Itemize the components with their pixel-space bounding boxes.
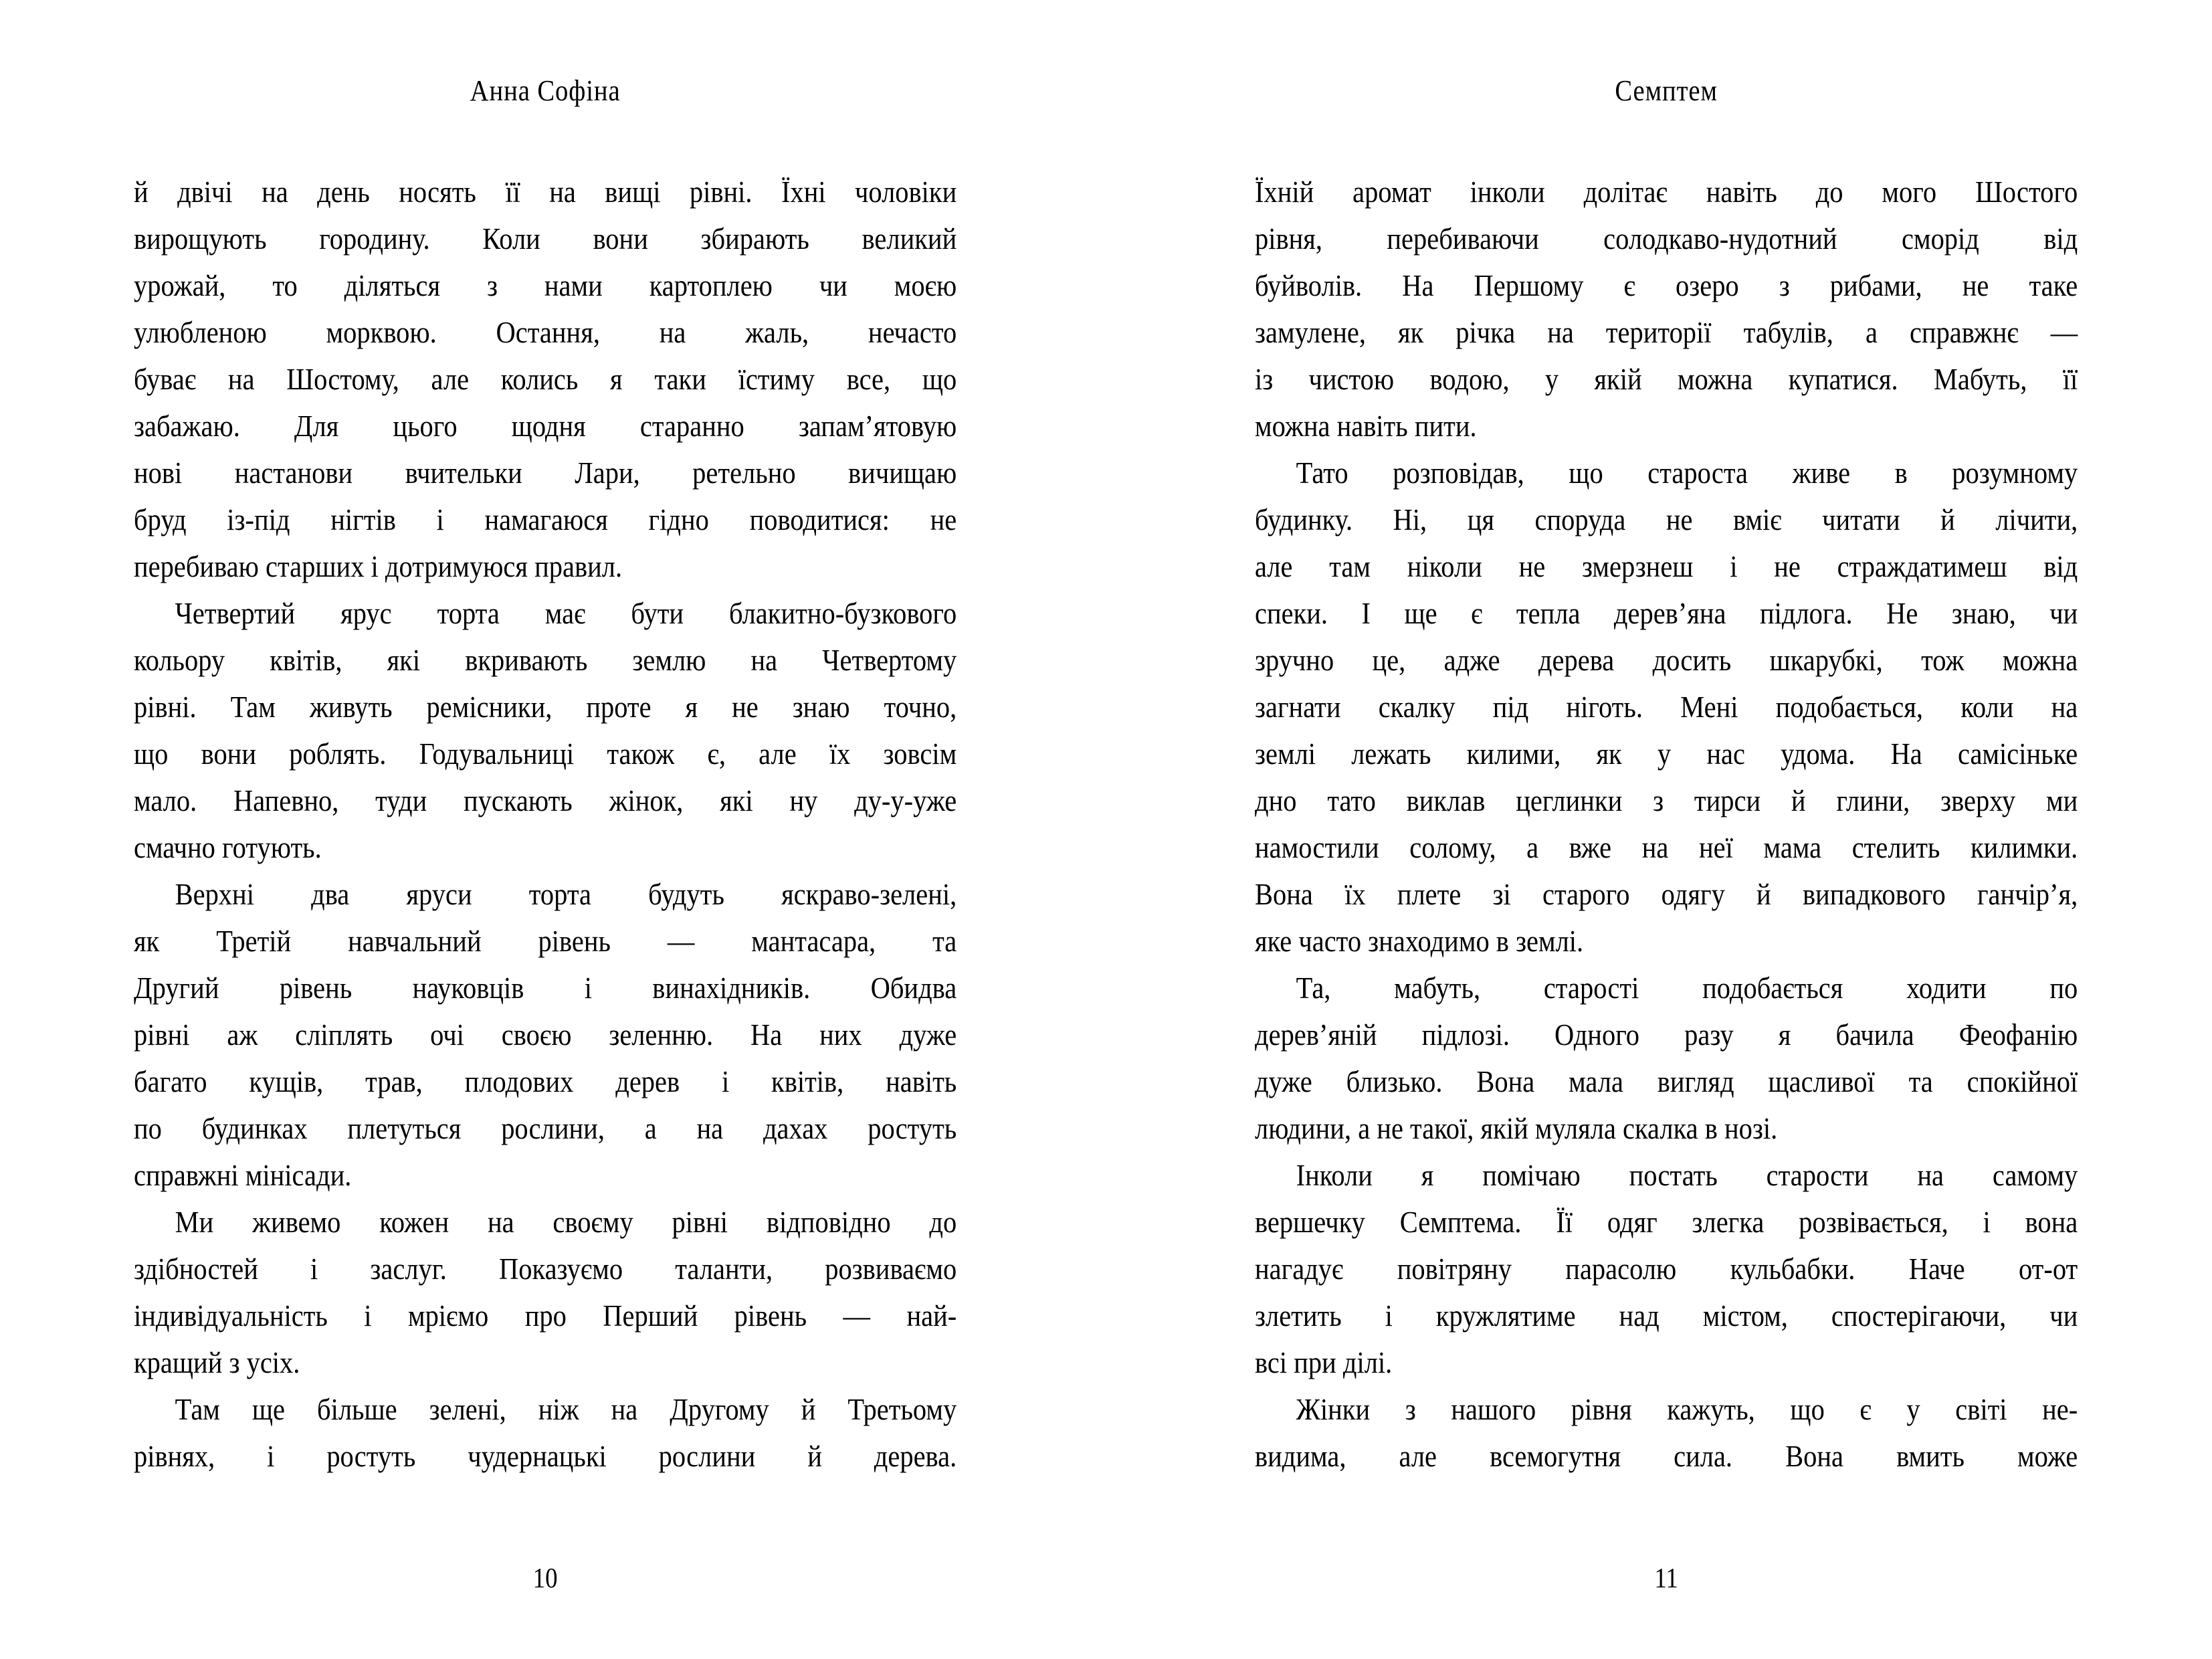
text-line: замулене, як річка на території табулів, а справжнє —: [1255, 315, 2078, 349]
text-line: Їхній аромат інколи долітає навіть до мого Шостого: [1255, 175, 2078, 209]
text-line: рівні. Там живуть ремісники, проте я не знаю точно,: [134, 690, 957, 724]
text-line: дерев’яній підлозі. Одного разу я бачила Феофанію: [1255, 1017, 2078, 1052]
text-line: із чистою водою, у якій можна купатися. Мабуть, її: [1255, 362, 2078, 396]
text-line: багато кущів, трав, плодових дерев і квітів, навіть: [134, 1064, 957, 1098]
text-line: людини, а не такої, якій муляла скалка в нозі.: [1255, 1111, 1778, 1145]
text-line: Інколи я помічаю постать старости на самому: [1296, 1158, 2078, 1192]
text-line: що вони роблять. Годувальниці також є, але їх зовсім: [134, 737, 957, 771]
text-line: Тато розповідав, що староста живе в розумному: [1296, 456, 2078, 490]
text-line: вершечку Семптема. Її одяг злегка розвівається, і вона: [1255, 1205, 2078, 1239]
text-line: нагадує повітряну парасолю кульбабки. Наче от-от: [1255, 1252, 2078, 1286]
left-page-content: [134, 0, 957, 1659]
text-line: індивідуальність і мріємо про Перший рівень — най-: [134, 1298, 957, 1333]
left-page-body-text: [134, 169, 957, 1480]
text-line: справжні мінісади.: [134, 1158, 352, 1192]
text-line: Ми живемо кожен на своєму рівні відповідно до: [175, 1205, 957, 1239]
running-header-author: Анна Софіна: [470, 74, 621, 107]
text-line: намостили солому, а вже на неї мама стелить килимки.: [1255, 830, 2078, 864]
page-number-right: 11: [1654, 1563, 1678, 1594]
text-line: перебиваю старших і дотримуюся правил.: [134, 549, 623, 583]
text-line: нові настанови вчительки Лари, ретельно вичищаю: [134, 456, 957, 490]
text-line: видима, але всемогутня сила. Вона вмить може: [1255, 1439, 2078, 1473]
text-line: Жінки з нашого рівня кажуть, що є у світі не-: [1296, 1392, 2078, 1426]
text-line: кращий з усіх.: [134, 1345, 300, 1379]
text-line: Другий рівень науковців і винахідників. Обидва: [134, 971, 957, 1005]
text-line: можна навіть пити.: [1255, 409, 1477, 443]
running-header-title: Семптем: [1615, 74, 1718, 107]
text-line: рівнях, і ростуть чудернацькі рослини й дерева.: [134, 1439, 957, 1473]
text-line: бруд із-під нігтів і намагаюся гідно поводитися: не: [134, 502, 957, 536]
text-line: зручно це, адже дерева досить шкарубкі, тож можна: [1255, 643, 2078, 677]
text-line: дно тато виклав цеглинки з тирси й глини, зверху ми: [1255, 783, 2078, 817]
text-line: буйволів. На Першому є озеро з рибами, не таке: [1255, 268, 2078, 302]
text-line: як Третій навчальний рівень — мантасара, та: [134, 924, 957, 958]
text-line: будинку. Ні, ця споруда не вміє читати й лічити,: [1255, 502, 2078, 536]
text-line: улюбленою морквою. Остання, на жаль, нечасто: [134, 315, 957, 349]
right-page-content: [1255, 0, 2078, 1659]
text-line: буває на Шостому, але колись я таки їстиму все, що: [134, 362, 957, 396]
text-line: але там ніколи не змерзнеш і не страждатимеш від: [1255, 549, 2078, 583]
text-line: мало. Напевно, туди пускають жінок, які ну ду-у-уже: [134, 783, 957, 817]
text-line: смачно готують.: [134, 830, 322, 864]
text-line: Верхні два яруси торта будуть яскраво-зелені,: [175, 877, 957, 911]
text-line: вирощують городину. Коли вони збирають великий: [134, 221, 957, 256]
text-line: й двічі на день носять її на вищі рівні. Їхні чоловіки: [134, 175, 957, 209]
text-line: здібностей і заслуг. Показуємо таланти, розвиваємо: [134, 1252, 957, 1286]
text-line: спеки. І ще є тепла дерев’яна підлога. Не знаю, чи: [1255, 596, 2078, 630]
text-line: злетить і кружлятиме над містом, спостерігаючи, чи: [1255, 1298, 2078, 1333]
text-line: загнати скалку під ніготь. Мені подобається, коли на: [1255, 690, 2078, 724]
right-page-body-text: [1255, 169, 2078, 1480]
text-line: по будинках плетуться рослини, а на дахах ростуть: [134, 1111, 957, 1145]
text-line: всі при ділі.: [1255, 1345, 1393, 1379]
text-line: урожай, то діляться з нами картоплею чи моєю: [134, 268, 957, 302]
text-line: рівня, перебиваючи солодкаво-нудотний сморід від: [1255, 221, 2078, 256]
text-line: землі лежать килими, як у нас удома. На самісіньке: [1255, 737, 2078, 771]
text-line: Та, мабуть, старості подобається ходити по: [1296, 971, 2078, 1005]
text-line: Там ще більше зелені, ніж на Другому й Третьому: [175, 1392, 957, 1426]
text-line: кольору квітів, які вкривають землю на Четвертому: [134, 643, 957, 677]
right-page: [1106, 0, 2212, 1659]
text-line: яке часто знаходимо в землі.: [1255, 924, 1584, 958]
text-line: дуже близько. Вона мала вигляд щасливої та спокійної: [1255, 1064, 2078, 1098]
text-line: Вона їх плете зі старого одягу й випадкового ганчір’я,: [1255, 877, 2078, 911]
text-line: Четвертий ярус торта має бути блакитно-бузкового: [175, 596, 957, 630]
text-line: забажаю. Для цього щодня старанно запам’ятовую: [134, 409, 957, 443]
text-line: рівні аж сліплять очі своєю зеленню. На них дуже: [134, 1017, 957, 1052]
page-number-left: 10: [532, 1563, 558, 1594]
